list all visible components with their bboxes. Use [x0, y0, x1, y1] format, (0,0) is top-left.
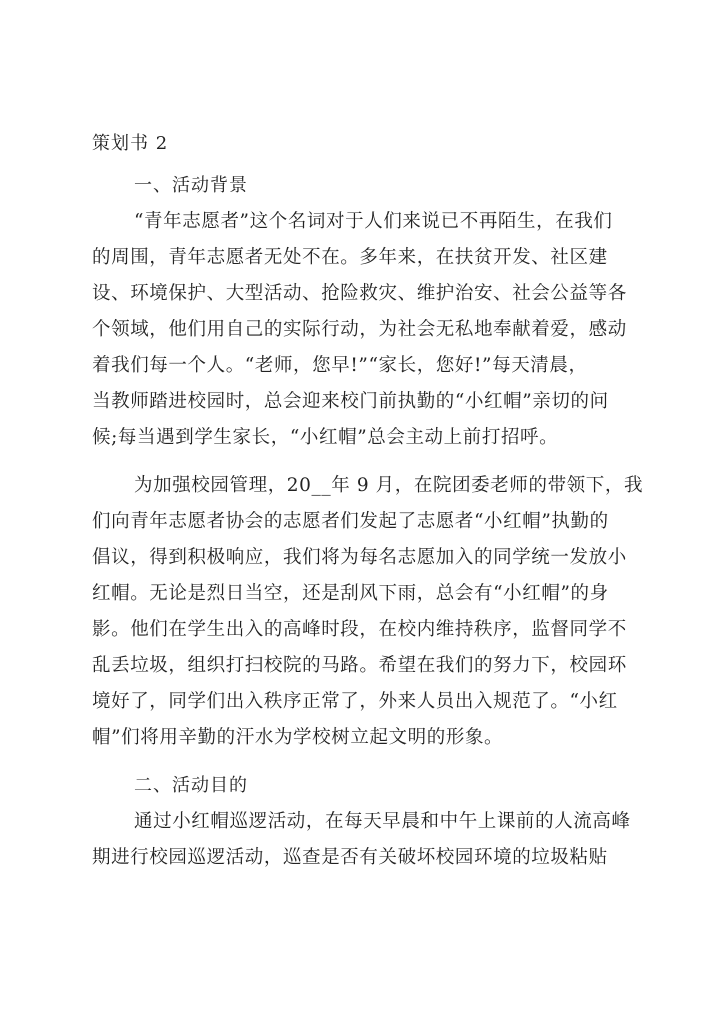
text-line: 境好了，同学们出入秩序正常了，外来人员出入规范了。“小红: [92, 691, 618, 712]
text-line: 候;每当遇到学生家长，“小红帽”总会主动上前打招呼。: [92, 427, 559, 448]
text-line: “青年志愿者”这个名词对于人们来说已不再陌生，在我们: [134, 211, 613, 232]
text-line: 的周围，青年志愿者无处不在。多年来，在扶贫开发、社区建: [92, 247, 608, 268]
text-line: 影。他们在学生出入的高峰时段，在校内维持秩序，监督同学不: [92, 619, 627, 640]
text-line: 红帽。无论是烈日当空，还是刮风下雨，总会有“小红帽”的身: [92, 583, 609, 604]
document-title: 策划书 2: [92, 133, 169, 154]
text-line: 通过小红帽巡逻活动，在每天早晨和中午上课前的人流高峰: [134, 811, 631, 832]
text-line: 着我们每一个人。“老师，您早!”“家长，您好!”每天清晨，: [92, 355, 588, 376]
text-line: 期进行校园巡逻活动，巡查是否有关破坏校园环境的垃圾粘贴: [92, 847, 608, 868]
text-line: 设、环境保护、大型活动、抢险救灾、维护治安、社会公益等各: [92, 283, 627, 304]
section-heading-purpose: 二、活动目的: [134, 775, 248, 796]
section-heading-background: 一、活动背景: [134, 175, 248, 196]
text-line: 帽”们将用辛勤的汗水为学校树立起文明的形象。: [92, 727, 504, 748]
paragraph-background-2: [92, 468, 644, 756]
text-line: 个领域，他们用自己的实际行动，为社会无私地奉献着爱，感动: [92, 319, 627, 340]
text-line: 们向青年志愿者协会的志愿者们发起了志愿者“小红帽”执勤的: [92, 511, 609, 532]
paragraph-background-1: [92, 204, 632, 456]
text-line: 乱丢垃圾，组织打扫校院的马路。希望在我们的努力下，校园环: [92, 655, 627, 676]
text-line: 为加强校园管理，20__年 9 月，在院团委老师的带领下，我: [134, 475, 644, 496]
text-line: 当教师踏进校园时，总会迎来校门前执勤的“小红帽”亲切的问: [92, 391, 609, 412]
paragraph-purpose-1: [92, 804, 632, 876]
text-line: 倡议，得到积极响应，我们将为每名志愿加入的同学统一发放小: [92, 547, 627, 568]
